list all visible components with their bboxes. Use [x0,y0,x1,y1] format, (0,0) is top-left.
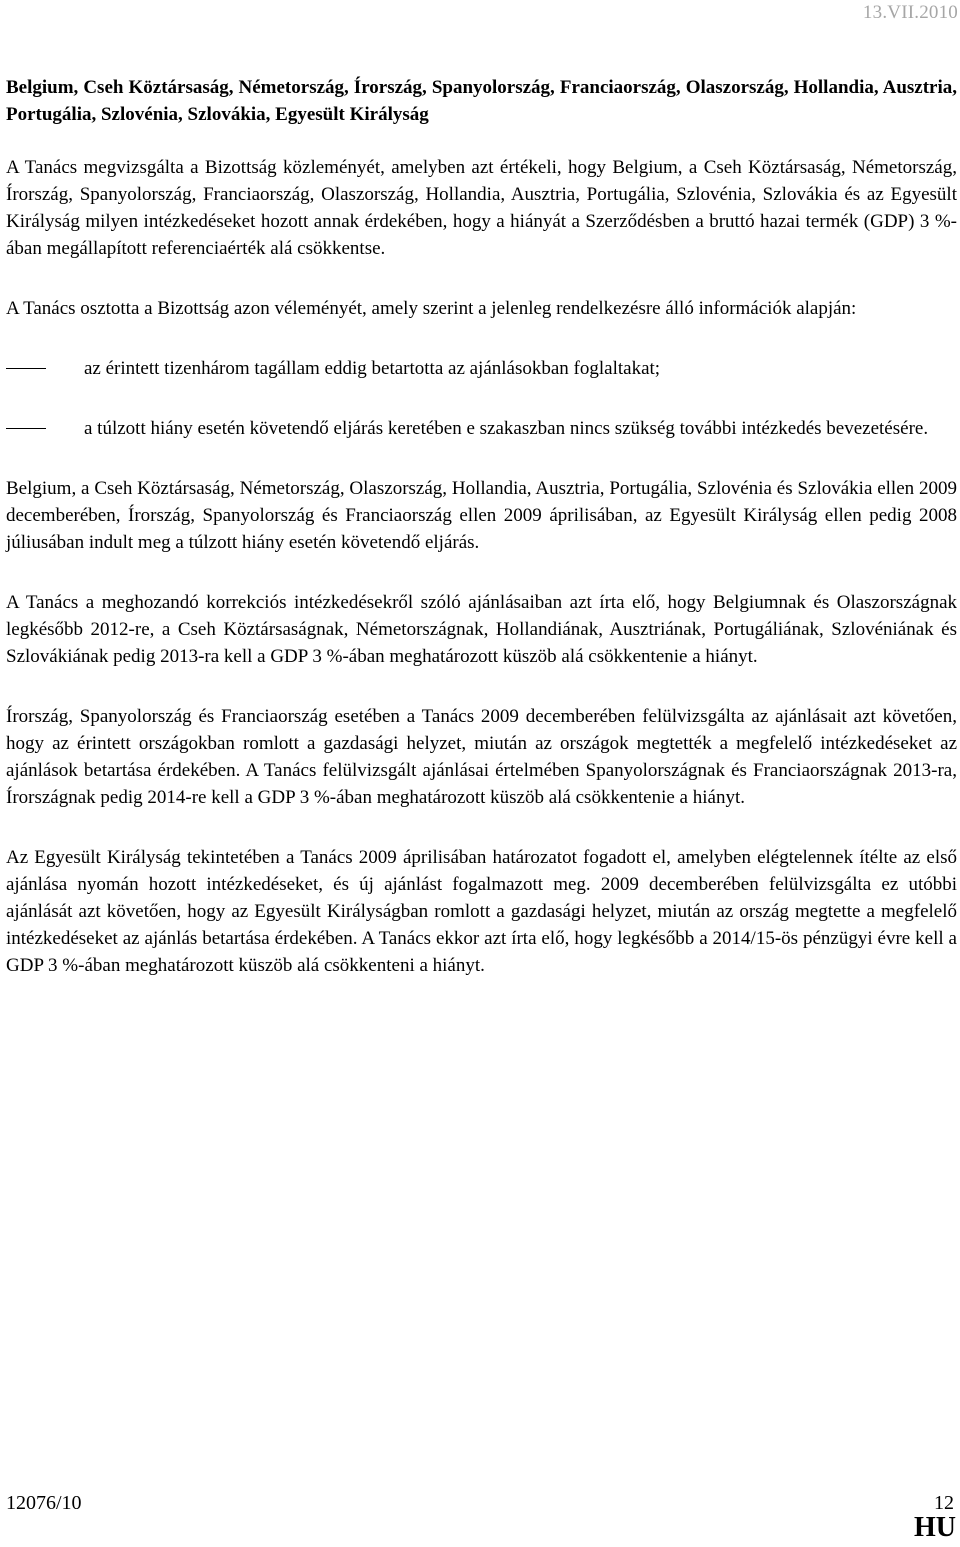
section-heading: Belgium, Cseh Köztársaság, Németország, Írország, Spanyolország, Franciaország, Olaszország, Hollandia, Ausztria, Portugália, Szlovénia, Szlovákia, Egyesült Királyság [6,77,957,125]
paragraph-4: A Tanács a meghozandó korrekciós intézkedésekről szóló ajánlásaiban azt írta elő, hogy Belgiumnak és Olaszországnak legkésőbb 2012-re, a Cseh Köztársaságnak, Németországnak, Hollandiának, Ausztriának, Portugáliának, Szlovéniának és Szlovákiának pedig 2013-ra kell a GDP 3 %-ában meghatározott küszöb alá csökkentenie a hiányt. [6,592,957,667]
list-item-text: a túlzott hiány esetén követendő eljárás keretében e szakaszban nincs szükség további intézkedés bevezetésére. [84,418,929,439]
document-number: 12076/10 [6,1492,82,1514]
dash-bullet [6,428,46,429]
paragraph-5: Írország, Spanyolország és Franciaország esetében a Tanács 2009 decemberében felülvizsgálta az ajánlásait azt követően, hogy az érintett országokban romlott a gazdasági helyzet, miután az országok megtették a megfelelő intézkedéseket az ajánlások betartása érdekében. A Tanács felülvizsgált ajánlásai értelmében Spanyolországnak és Franciaországnak 2013-ra, Írországnak pedig 2014-re kell a GDP 3 %-ában meghatározott küszöb alá csökkentenie a hiányt. [6,706,957,808]
dash-bullet [6,368,46,369]
list-item [6,415,957,442]
page-number: 12 [934,1492,954,1514]
document-date: 13.VII.2010 [862,2,958,23]
language-code: HU [914,1512,956,1543]
paragraph-6: Az Egyesült Királyság tekintetében a Tanács 2009 áprilisában határozatot fogadott el, amelyben elégtelennek ítélte az első ajánlása nyomán hozott intézkedéseket, és új ajánlást fogalmazott meg. 2009 decemberében felülvizsgálta ez utóbbi ajánlását azt követően, hogy az Egyesült Királyságban romlott a gazdasági helyzet, miután az ország megtette a megfelelő intézkedéseket az ajánlás betartása érdekében. A Tanács ekkor azt írta elő, hogy legkésőbb a 2014/15-ös pénzügyi évre kell a GDP 3 %-ában meghatározott küszöb alá csökkenteni a hiányt. [6,847,957,976]
paragraph-1: A Tanács megvizsgálta a Bizottság közleményét, amelyben azt értékeli, hogy Belgium, a Cseh Köztársaság, Németország, Írország, Spanyolország, Franciaország, Olaszország, Hollandia, Ausztria, Portugália, Szlovénia, Szlovákia és az Egyesült Királyság milyen intézkedéseket hozott annak érdekében, hogy a hiányát a Szerződésben a bruttó hazai termék (GDP) 3 %-ában megállapított referenciaérték alá csökkentse. [6,157,957,259]
list-item-text: az érintett tizenhárom tagállam eddig betartotta az ajánlásokban foglaltakat; [84,358,661,379]
document-body [6,74,957,979]
paragraph-2: A Tanács osztotta a Bizottság azon véleményét, amely szerint a jelenleg rendelkezésre álló információk alapján: [6,298,857,319]
paragraph-3: Belgium, a Cseh Köztársaság, Németország, Olaszország, Hollandia, Ausztria, Portugália, Szlovénia és Szlovákia ellen 2009 decemberében, Írország, Spanyolország és Franciaország ellen 2009 áprilisában, az Egyesült Királyság ellen pedig 2008 júliusában indult meg a túlzott hiány esetén követendő eljárás. [6,478,957,553]
list-item [6,355,957,382]
